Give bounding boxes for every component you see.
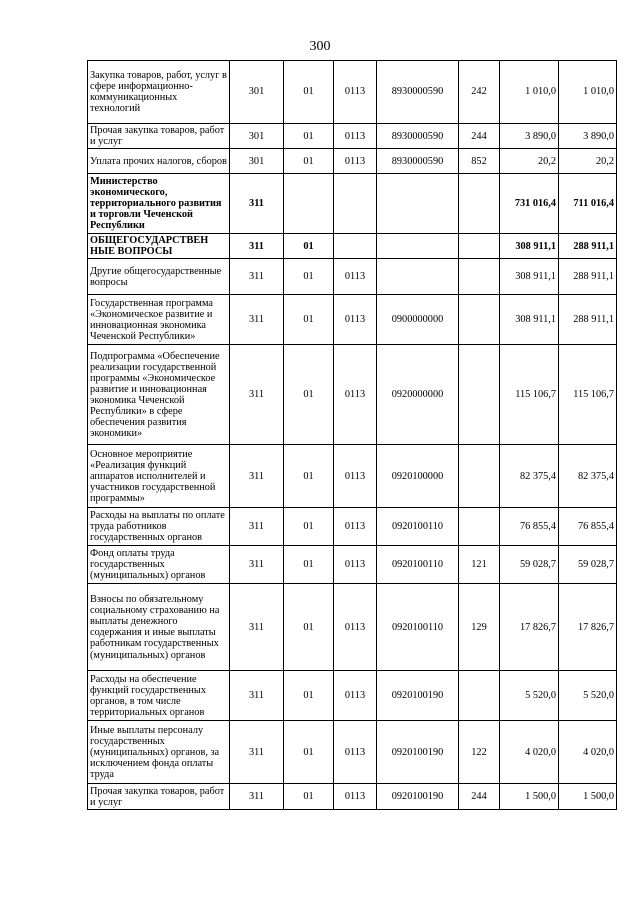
budget-table-body: [88, 61, 617, 810]
section-code: 01: [284, 149, 334, 174]
target-article-code: [377, 259, 459, 295]
amount-year-1: 5 520,0: [500, 671, 559, 721]
ministry-code: 311: [230, 721, 284, 784]
expense-type-code: 121: [459, 546, 500, 584]
amount-year-2: 1 010,0: [559, 61, 617, 124]
row-name: Прочая закупка товаров, работ и услуг: [88, 784, 230, 810]
amount-year-1: 308 911,1: [500, 234, 559, 259]
row-name: Фонд оплаты труда государственных (муниципальных) органов: [88, 546, 230, 584]
ministry-code: 311: [230, 784, 284, 810]
expense-type-code: 122: [459, 721, 500, 784]
row-name: Прочая закупка товаров, работ и услуг: [88, 124, 230, 149]
target-article-code: 0920000000: [377, 345, 459, 445]
amount-year-2: 82 375,4: [559, 445, 617, 508]
section-code: 01: [284, 345, 334, 445]
section-code: 01: [284, 721, 334, 784]
expense-type-code: 244: [459, 784, 500, 810]
table-row: [88, 546, 617, 584]
ministry-code: 301: [230, 124, 284, 149]
target-article-code: 0920100190: [377, 671, 459, 721]
section-code: 01: [284, 784, 334, 810]
expense-type-code: 244: [459, 124, 500, 149]
subsection-code: 0113: [334, 784, 377, 810]
ministry-code: 311: [230, 546, 284, 584]
amount-year-1: 1 500,0: [500, 784, 559, 810]
section-code: 01: [284, 671, 334, 721]
amount-year-1: 115 106,7: [500, 345, 559, 445]
subsection-code: 0113: [334, 345, 377, 445]
expense-type-code: [459, 295, 500, 345]
amount-year-1: 308 911,1: [500, 259, 559, 295]
subsection-code: 0113: [334, 149, 377, 174]
table-row: [88, 149, 617, 174]
subsection-code: 0113: [334, 671, 377, 721]
amount-year-2: 17 826,7: [559, 584, 617, 671]
section-code: [284, 174, 334, 234]
table-row: [88, 584, 617, 671]
subsection-code: [334, 234, 377, 259]
table-row: [88, 345, 617, 445]
subsection-code: 0113: [334, 295, 377, 345]
target-article-code: 8930000590: [377, 149, 459, 174]
target-article-code: 0920100110: [377, 546, 459, 584]
table-row: [88, 259, 617, 295]
target-article-code: 0920100190: [377, 784, 459, 810]
amount-year-2: 288 911,1: [559, 259, 617, 295]
table-row: [88, 234, 617, 259]
section-code: 01: [284, 295, 334, 345]
subsection-code: 0113: [334, 508, 377, 546]
expense-type-code: [459, 234, 500, 259]
ministry-code: 311: [230, 259, 284, 295]
row-name: Другие общегосударственные вопросы: [88, 259, 230, 295]
table-row: [88, 124, 617, 149]
budget-table: [87, 60, 617, 810]
amount-year-1: 4 020,0: [500, 721, 559, 784]
amount-year-2: 115 106,7: [559, 345, 617, 445]
section-code: 01: [284, 234, 334, 259]
row-name: Министерство экономического, территориального развития и торговли Чеченской Республики: [88, 174, 230, 234]
target-article-code: 0920100110: [377, 584, 459, 671]
amount-year-2: 3 890,0: [559, 124, 617, 149]
section-code: 01: [284, 508, 334, 546]
amount-year-1: 3 890,0: [500, 124, 559, 149]
amount-year-1: 731 016,4: [500, 174, 559, 234]
expense-type-code: [459, 445, 500, 508]
page-number: 300: [309, 39, 331, 54]
amount-year-1: 1 010,0: [500, 61, 559, 124]
subsection-code: 0113: [334, 124, 377, 149]
ministry-code: 311: [230, 174, 284, 234]
subsection-code: [334, 174, 377, 234]
target-article-code: [377, 174, 459, 234]
row-name: Государственная программа «Экономическое развитие и инновационная экономика Чеченской Республики»: [88, 295, 230, 345]
expense-type-code: 242: [459, 61, 500, 124]
ministry-code: 311: [230, 445, 284, 508]
subsection-code: 0113: [334, 259, 377, 295]
table-row: [88, 174, 617, 234]
amount-year-2: 1 500,0: [559, 784, 617, 810]
expense-type-code: [459, 345, 500, 445]
section-code: 01: [284, 61, 334, 124]
table-row: [88, 445, 617, 508]
row-name: Иные выплаты персоналу государственных (муниципальных) органов, за исключением фонда оплаты труда: [88, 721, 230, 784]
section-code: 01: [284, 546, 334, 584]
target-article-code: [377, 234, 459, 259]
subsection-code: 0113: [334, 445, 377, 508]
amount-year-2: 288 911,1: [559, 234, 617, 259]
row-name: Расходы на выплаты по оплате труда работников государственных органов: [88, 508, 230, 546]
row-name: ОБЩЕГОСУДАРСТВЕН НЫЕ ВОПРОСЫ: [88, 234, 230, 259]
table-row: [88, 721, 617, 784]
amount-year-1: 20,2: [500, 149, 559, 174]
amount-year-1: 59 028,7: [500, 546, 559, 584]
amount-year-2: 59 028,7: [559, 546, 617, 584]
table-row: [88, 295, 617, 345]
table-row: [88, 508, 617, 546]
amount-year-2: 76 855,4: [559, 508, 617, 546]
target-article-code: 0920100000: [377, 445, 459, 508]
row-name: Взносы по обязательному социальному страхованию на выплаты денежного содержания и иные выплаты работникам государственных (муниципальных) органов: [88, 584, 230, 671]
ministry-code: 301: [230, 149, 284, 174]
expense-type-code: [459, 174, 500, 234]
amount-year-2: 711 016,4: [559, 174, 617, 234]
section-code: 01: [284, 584, 334, 671]
ministry-code: 311: [230, 508, 284, 546]
ministry-code: 311: [230, 584, 284, 671]
expense-type-code: [459, 508, 500, 546]
ministry-code: 301: [230, 61, 284, 124]
expense-type-code: 852: [459, 149, 500, 174]
target-article-code: 8930000590: [377, 61, 459, 124]
target-article-code: 0920100190: [377, 721, 459, 784]
target-article-code: 0920100110: [377, 508, 459, 546]
subsection-code: 0113: [334, 61, 377, 124]
amount-year-2: 288 911,1: [559, 295, 617, 345]
ministry-code: 311: [230, 671, 284, 721]
amount-year-2: 4 020,0: [559, 721, 617, 784]
row-name: Уплата прочих налогов, сборов: [88, 149, 230, 174]
expense-type-code: [459, 671, 500, 721]
section-code: 01: [284, 124, 334, 149]
table-row: [88, 671, 617, 721]
amount-year-1: 82 375,4: [500, 445, 559, 508]
amount-year-1: 17 826,7: [500, 584, 559, 671]
section-code: 01: [284, 259, 334, 295]
subsection-code: 0113: [334, 546, 377, 584]
table-row: [88, 784, 617, 810]
ministry-code: 311: [230, 295, 284, 345]
target-article-code: 8930000590: [377, 124, 459, 149]
ministry-code: 311: [230, 234, 284, 259]
expense-type-code: [459, 259, 500, 295]
amount-year-2: 20,2: [559, 149, 617, 174]
ministry-code: 311: [230, 345, 284, 445]
expense-type-code: 129: [459, 584, 500, 671]
amount-year-1: 76 855,4: [500, 508, 559, 546]
row-name: Расходы на обеспечение функций государственных органов, в том числе территориальных органов: [88, 671, 230, 721]
row-name: Подпрограмма «Обеспечение реализации государственной программы «Экономическое развитие и инновационная экономика Чеченской Республики» в сфере обеспечения развития экономики»: [88, 345, 230, 445]
subsection-code: 0113: [334, 584, 377, 671]
amount-year-1: 308 911,1: [500, 295, 559, 345]
row-name: Закупка товаров, работ, услуг в сфере информационно-коммуникационных технологий: [88, 61, 230, 124]
target-article-code: 0900000000: [377, 295, 459, 345]
subsection-code: 0113: [334, 721, 377, 784]
table-row: [88, 61, 617, 124]
section-code: 01: [284, 445, 334, 508]
row-name: Основное мероприятие «Реализация функций аппаратов исполнителей и участников государственной программы»: [88, 445, 230, 508]
amount-year-2: 5 520,0: [559, 671, 617, 721]
